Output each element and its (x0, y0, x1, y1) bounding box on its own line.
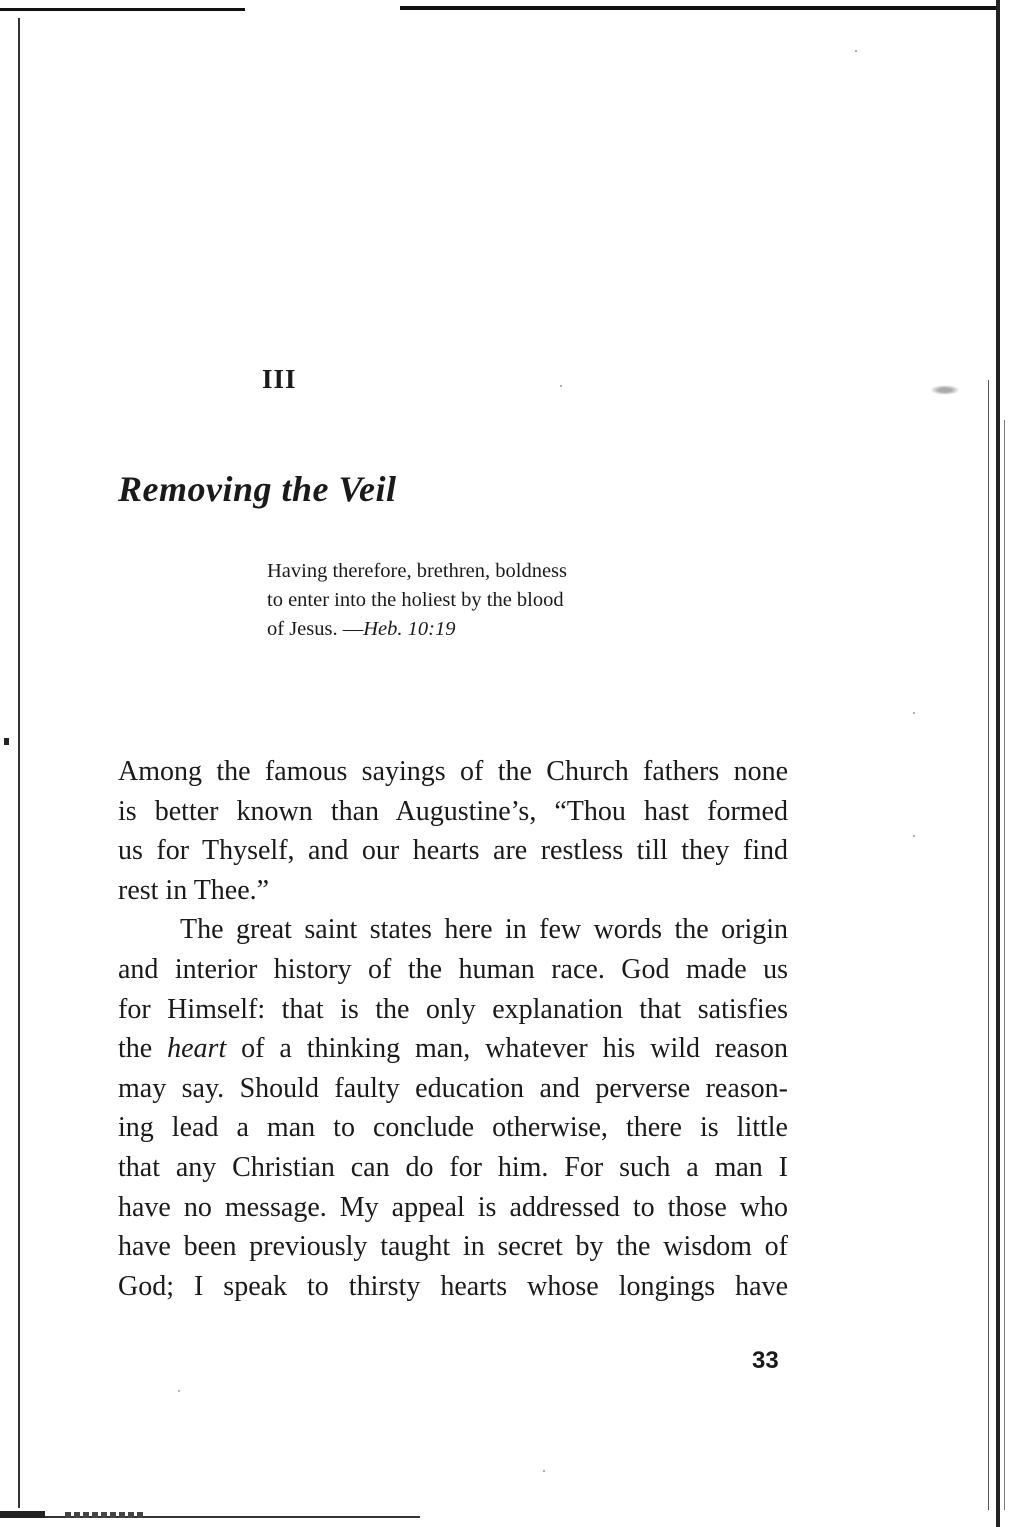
epigraph-last-line (267, 615, 667, 644)
text-run: of a thinking man, whatever his wild reason (226, 1033, 788, 1065)
epigraph-citation: Heb. 10:19 (363, 618, 456, 640)
scan-edge-top-right (400, 6, 998, 10)
text-line: us for Thyself, and our hearts are restless till they find (118, 835, 788, 867)
page-number: 33 (752, 1347, 779, 1374)
scan-edge-top-left (0, 8, 245, 11)
scan-speck (178, 1390, 180, 1392)
text-line: ing lead a man to conclude otherwise, there is little (118, 1112, 788, 1144)
text-line: may say. Should faulty education and perverse reason- (118, 1072, 788, 1104)
text-line: and interior history of the human race. God made us (118, 953, 788, 985)
paragraph-2 (118, 910, 788, 1306)
text-line: have been previously taught in secret by the wisdom of (118, 1231, 788, 1263)
scan-edge-bottom-dash (65, 1512, 145, 1518)
scan-speck (855, 50, 857, 52)
text-line (118, 1029, 788, 1069)
body-text (118, 752, 788, 1306)
emphasis-heart: heart (167, 1033, 227, 1065)
text-line: that any Christian can do for him. For such a man I (118, 1151, 788, 1183)
text-line: have no message. My appeal is addressed to those who (118, 1191, 788, 1223)
paragraph-1 (118, 752, 788, 910)
scan-edge-left (18, 18, 20, 1508)
scan-edge-bottom (0, 1516, 420, 1518)
text-line: rest in Thee.” (118, 874, 270, 906)
epigraph (267, 557, 667, 644)
chapter-title: Removing the Veil (118, 469, 397, 509)
scan-smudge (930, 385, 960, 395)
scan-speck (543, 1470, 545, 1472)
scan-edge-right-outer (1004, 420, 1005, 1510)
chapter-number: III (262, 364, 297, 394)
scan-speck (913, 712, 915, 714)
scan-speck (560, 385, 562, 387)
scan-edge-right (996, 0, 1000, 1527)
text-line: is better known than Augustine’s, “Thou hast formed (118, 795, 788, 827)
text-line: Among the famous sayings of the Church fathers none (118, 756, 788, 787)
text-run: the (118, 1033, 168, 1065)
epigraph-text: of Jesus. — (267, 618, 364, 640)
text-line: for Himself: that is the only explanation that satisfies (118, 993, 788, 1025)
epigraph-line: Having therefore, brethren, boldness (267, 560, 567, 582)
text-line: God; I speak to thirsty hearts whose longings have (118, 1270, 788, 1302)
epigraph-line: to enter into the holiest by the blood (267, 589, 564, 611)
scan-speck (913, 835, 915, 837)
scan-edge-right-inner (988, 380, 989, 1510)
scan-edge-bottom-thick (0, 1511, 45, 1518)
text-line: The great saint states here in few words the origin (180, 914, 788, 946)
scan-edge-left-mark (4, 738, 9, 745)
